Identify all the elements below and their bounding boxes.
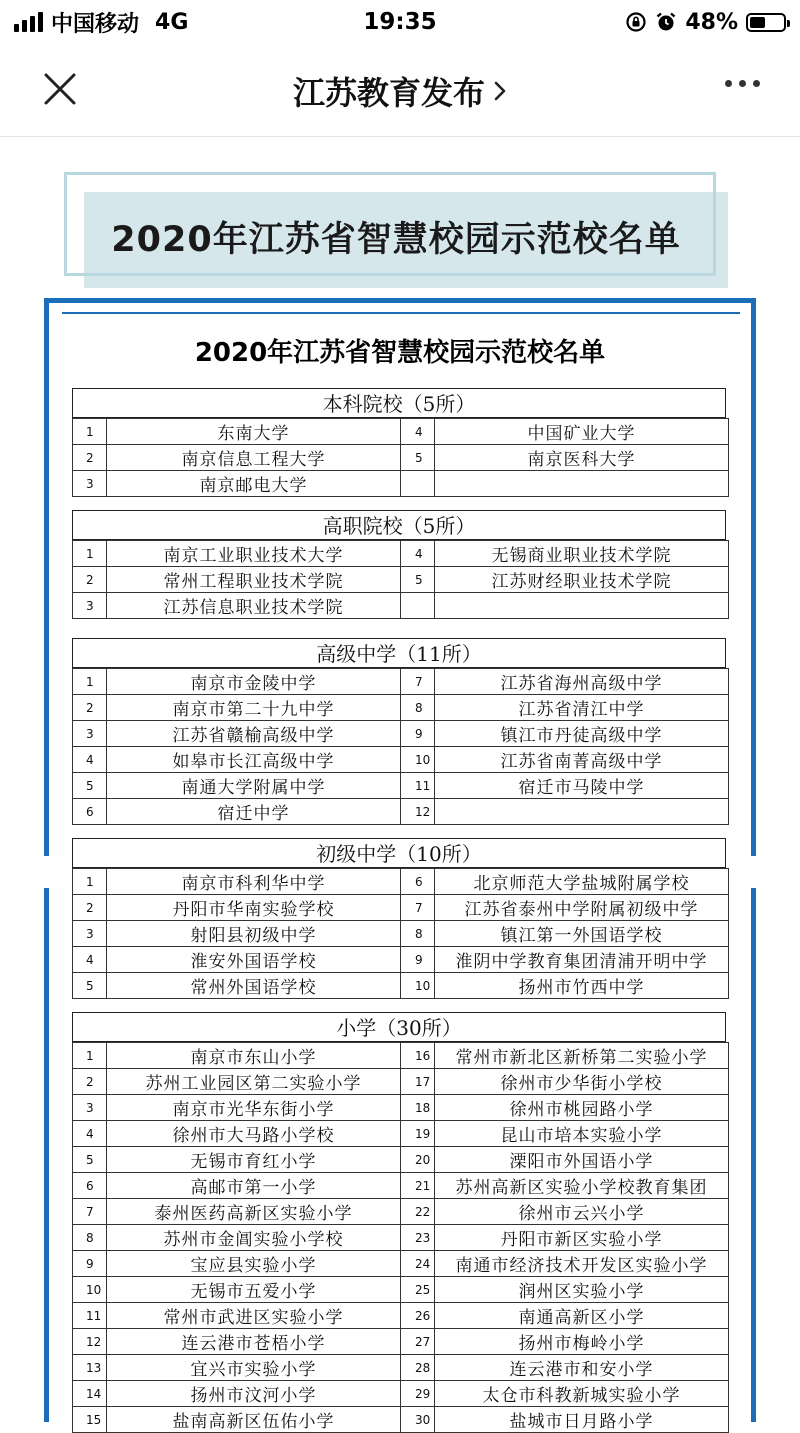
doc-frame-left [44, 298, 49, 856]
table-row [73, 1277, 729, 1303]
table-row [73, 1147, 729, 1173]
row-number: 3 [73, 471, 107, 497]
school-name: 常州市新北区新桥第二实验小学 [435, 1043, 729, 1069]
more-options-button[interactable] [725, 80, 760, 87]
school-name: 连云港市和安小学 [435, 1355, 729, 1381]
row-number: 13 [73, 1355, 107, 1381]
row-number: 14 [73, 1381, 107, 1407]
school-table [72, 668, 729, 825]
school-name: 盐南高新区伍佑小学 [107, 1407, 401, 1433]
doc-title: 2020年江苏省智慧校园示范校名单 [194, 338, 606, 368]
row-number: 1 [73, 669, 107, 695]
school-table [72, 1042, 729, 1433]
battery-percent: 48% [685, 9, 738, 35]
school-name: 宿迁市马陵中学 [435, 773, 729, 799]
school-name: 常州市武进区实验小学 [107, 1303, 401, 1329]
school-table [72, 540, 729, 619]
row-number: 1 [73, 1043, 107, 1069]
row-number: 4 [401, 419, 435, 445]
school-name: 泰州医药高新区实验小学 [107, 1199, 401, 1225]
row-number: 12 [401, 799, 435, 825]
table-row [73, 419, 729, 445]
doc-rule [62, 312, 740, 314]
school-name [435, 471, 729, 497]
row-number: 11 [401, 773, 435, 799]
row-number: 4 [73, 1121, 107, 1147]
school-name: 宝应县实验小学 [107, 1251, 401, 1277]
row-number: 9 [401, 721, 435, 747]
school-name: 江苏省赣榆高级中学 [107, 721, 401, 747]
row-number: 5 [73, 773, 107, 799]
row-number: 27 [401, 1329, 435, 1355]
section-title: 高级中学（11所） [72, 638, 726, 668]
school-name: 射阳县初级中学 [107, 921, 401, 947]
row-number: 1 [73, 869, 107, 895]
row-number: 7 [401, 669, 435, 695]
section-title: 高职院校（5所） [72, 510, 726, 540]
table-row [73, 773, 729, 799]
school-name: 润州区实验小学 [435, 1277, 729, 1303]
school-name: 南京市科利华中学 [107, 869, 401, 895]
school-name: 镇江第一外国语学校 [435, 921, 729, 947]
row-number: 25 [401, 1277, 435, 1303]
table-row [73, 799, 729, 825]
school-table [72, 418, 729, 497]
school-name: 昆山市培本实验小学 [435, 1121, 729, 1147]
row-number: 5 [401, 567, 435, 593]
doc-frame-right [751, 888, 756, 1422]
chevron-right-icon [493, 80, 507, 102]
table-row [73, 1329, 729, 1355]
table-row [73, 1381, 729, 1407]
school-section [72, 838, 726, 999]
school-name [435, 593, 729, 619]
orientation-lock-icon [625, 11, 647, 33]
school-name: 南京工业职业技术大学 [107, 541, 401, 567]
school-name: 江苏省海州高级中学 [435, 669, 729, 695]
row-number: 7 [73, 1199, 107, 1225]
school-name: 溧阳市外国语小学 [435, 1147, 729, 1173]
table-row [73, 695, 729, 721]
school-table [72, 868, 729, 999]
more-dot [753, 80, 760, 87]
table-row [73, 1303, 729, 1329]
row-number: 21 [401, 1173, 435, 1199]
school-name: 南京市金陵中学 [107, 669, 401, 695]
section-title: 小学（30所） [72, 1012, 726, 1042]
school-name: 镇江市丹徒高级中学 [435, 721, 729, 747]
school-name: 南通高新区小学 [435, 1303, 729, 1329]
table-row [73, 1225, 729, 1251]
school-name: 扬州市竹西中学 [435, 973, 729, 999]
school-name: 苏州高新区实验小学校教育集团 [435, 1173, 729, 1199]
account-name[interactable]: 江苏教育发布 [292, 74, 485, 112]
network-label: 4G [155, 9, 189, 35]
row-number: 2 [73, 445, 107, 471]
row-number [401, 471, 435, 497]
table-row [73, 1095, 729, 1121]
school-name: 徐州市大马路小学校 [107, 1121, 401, 1147]
table-row [73, 1251, 729, 1277]
nav-bar [0, 44, 800, 137]
school-name: 扬州市汶河小学 [107, 1381, 401, 1407]
row-number: 8 [401, 695, 435, 721]
school-name: 无锡商业职业技术学院 [435, 541, 729, 567]
table-row [73, 973, 729, 999]
school-name: 南京医科大学 [435, 445, 729, 471]
table-row [73, 1069, 729, 1095]
table-row [73, 567, 729, 593]
school-name: 南京信息工程大学 [107, 445, 401, 471]
table-row [73, 541, 729, 567]
school-name: 中国矿业大学 [435, 419, 729, 445]
row-number: 26 [401, 1303, 435, 1329]
row-number: 3 [73, 921, 107, 947]
row-number: 9 [401, 947, 435, 973]
doc-frame-left [44, 888, 49, 1422]
school-name: 徐州市桃园路小学 [435, 1095, 729, 1121]
battery-icon [746, 13, 786, 32]
school-name: 南通市经济技术开发区实验小学 [435, 1251, 729, 1277]
table-row [73, 947, 729, 973]
row-number [401, 593, 435, 619]
row-number: 29 [401, 1381, 435, 1407]
row-number: 18 [401, 1095, 435, 1121]
table-row [73, 1355, 729, 1381]
row-number: 3 [73, 1095, 107, 1121]
school-name: 淮阴中学教育集团清浦开明中学 [435, 947, 729, 973]
school-name: 江苏省清江中学 [435, 695, 729, 721]
row-number: 23 [401, 1225, 435, 1251]
more-dot [725, 80, 732, 87]
status-bar [0, 0, 800, 44]
table-row [73, 747, 729, 773]
row-number: 4 [73, 747, 107, 773]
row-number: 11 [73, 1303, 107, 1329]
school-section [72, 388, 726, 497]
school-name: 丹阳市新区实验小学 [435, 1225, 729, 1251]
row-number: 5 [73, 1147, 107, 1173]
account-title-link[interactable] [0, 68, 800, 114]
status-right [625, 6, 786, 38]
school-name: 常州工程职业技术学院 [107, 567, 401, 593]
row-number: 6 [73, 1173, 107, 1199]
row-number: 22 [401, 1199, 435, 1225]
table-row [73, 593, 729, 619]
school-name: 常州外国语学校 [107, 973, 401, 999]
school-name: 南京邮电大学 [107, 471, 401, 497]
school-name: 南通大学附属中学 [107, 773, 401, 799]
school-name: 扬州市梅岭小学 [435, 1329, 729, 1355]
row-number: 17 [401, 1069, 435, 1095]
school-name: 南京市东山小学 [107, 1043, 401, 1069]
row-number: 9 [73, 1251, 107, 1277]
row-number: 2 [73, 695, 107, 721]
row-number: 10 [401, 747, 435, 773]
school-name: 无锡市五爱小学 [107, 1277, 401, 1303]
school-name: 南京市光华东街小学 [107, 1095, 401, 1121]
row-number: 15 [73, 1407, 107, 1433]
table-row [73, 1199, 729, 1225]
row-number: 28 [401, 1355, 435, 1381]
row-number: 10 [73, 1277, 107, 1303]
table-row [73, 471, 729, 497]
row-number: 2 [73, 895, 107, 921]
row-number: 10 [401, 973, 435, 999]
table-row [73, 869, 729, 895]
row-number: 2 [73, 1069, 107, 1095]
table-row [73, 921, 729, 947]
doc-frame-right [751, 298, 756, 856]
row-number: 5 [401, 445, 435, 471]
school-name: 太仓市科教新城实验小学 [435, 1381, 729, 1407]
row-number: 12 [73, 1329, 107, 1355]
row-number: 20 [401, 1147, 435, 1173]
article-header-title: 2020年江苏省智慧校园示范校名单 [111, 220, 681, 260]
carrier-label: 中国移动 [51, 11, 140, 37]
row-number: 16 [401, 1043, 435, 1069]
table-row [73, 669, 729, 695]
school-name: 宜兴市实验小学 [107, 1355, 401, 1381]
table-row [73, 1173, 729, 1199]
school-name: 徐州市少华街小学校 [435, 1069, 729, 1095]
table-row [73, 445, 729, 471]
table-row [73, 1121, 729, 1147]
school-name: 连云港市苍梧小学 [107, 1329, 401, 1355]
row-number: 19 [401, 1121, 435, 1147]
school-name: 苏州工业园区第二实验小学 [107, 1069, 401, 1095]
row-number: 2 [73, 567, 107, 593]
row-number: 1 [73, 541, 107, 567]
table-row [73, 721, 729, 747]
table-row [73, 1407, 729, 1433]
school-name [435, 799, 729, 825]
row-number: 24 [401, 1251, 435, 1277]
school-name: 苏州市金阊实验小学校 [107, 1225, 401, 1251]
section-title: 初级中学（10所） [72, 838, 726, 868]
school-name: 盐城市日月路小学 [435, 1407, 729, 1433]
school-name: 宿迁中学 [107, 799, 401, 825]
table-row [73, 895, 729, 921]
row-number: 6 [73, 799, 107, 825]
school-name: 江苏信息职业技术学院 [107, 593, 401, 619]
row-number: 4 [73, 947, 107, 973]
row-number: 5 [73, 973, 107, 999]
row-number: 3 [73, 721, 107, 747]
clock: 19:35 [363, 9, 437, 35]
school-name: 淮安外国语学校 [107, 947, 401, 973]
school-name: 江苏省泰州中学附属初级中学 [435, 895, 729, 921]
school-name: 徐州市云兴小学 [435, 1199, 729, 1225]
battery-level [750, 17, 765, 28]
school-name: 丹阳市华南实验学校 [107, 895, 401, 921]
row-number: 1 [73, 419, 107, 445]
school-section [72, 1012, 726, 1433]
section-title: 本科院校（5所） [72, 388, 726, 418]
row-number: 3 [73, 593, 107, 619]
school-name: 无锡市育红小学 [107, 1147, 401, 1173]
row-number: 6 [401, 869, 435, 895]
row-number: 8 [73, 1225, 107, 1251]
school-name: 北京师范大学盐城附属学校 [435, 869, 729, 895]
school-name: 江苏省南菁高级中学 [435, 747, 729, 773]
school-section [72, 510, 726, 619]
school-name: 东南大学 [107, 419, 401, 445]
school-name: 如皋市长江高级中学 [107, 747, 401, 773]
row-number: 30 [401, 1407, 435, 1433]
row-number: 8 [401, 921, 435, 947]
table-row [73, 1043, 729, 1069]
row-number: 7 [401, 895, 435, 921]
school-name: 南京市第二十九中学 [107, 695, 401, 721]
row-number: 4 [401, 541, 435, 567]
school-name: 高邮市第一小学 [107, 1173, 401, 1199]
school-section [72, 638, 726, 825]
doc-frame-top [44, 298, 756, 303]
school-name: 江苏财经职业技术学院 [435, 567, 729, 593]
more-dot [739, 80, 746, 87]
alarm-icon [655, 11, 677, 33]
